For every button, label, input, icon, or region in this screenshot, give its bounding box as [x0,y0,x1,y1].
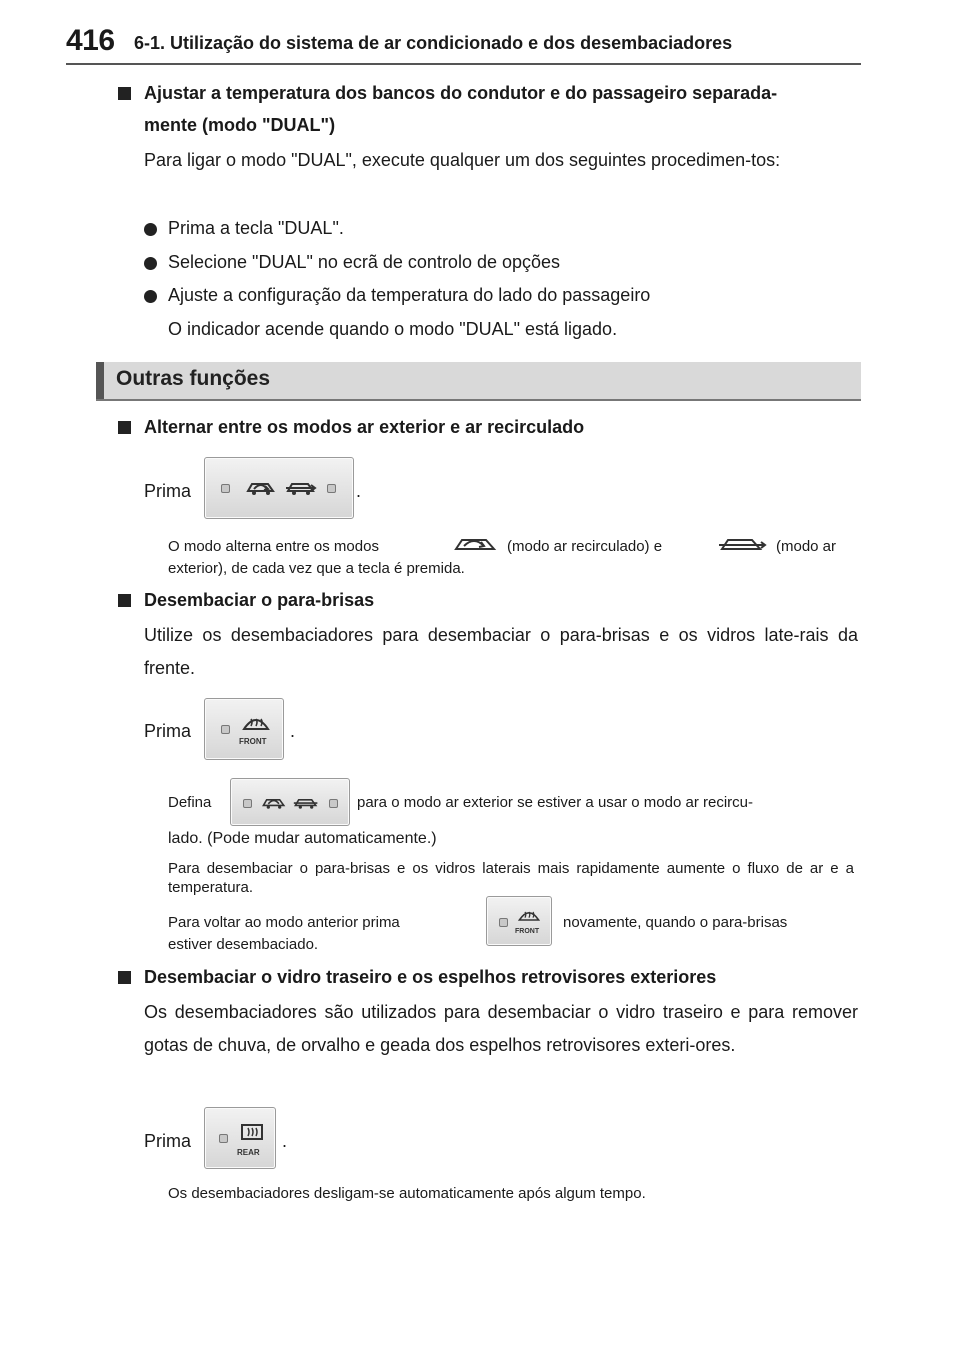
defina-rest: para o modo ar exterior se estiver a usar o modo ar recircu- [357,794,753,811]
dual-intro: Para ligar o modo "DUAL", execute qualquer um dos seguintes procedimen-tos: [144,150,781,170]
front-defroster-button [486,896,552,946]
car-recirculate-icon [245,476,277,500]
air-intake-button [204,457,354,519]
indicator-led-icon [219,1134,228,1143]
recirc-block [118,412,858,582]
recirc-note-b: (modo ar recirculado) e [507,538,663,555]
dual-bullet-3: Ajuste a configuração da temperatura do lado do passageiro [168,285,651,305]
page-header [66,22,866,66]
chapter-title: 6-1. Utilização do sistema de ar condicionado e dos desembaciadores [134,33,733,53]
car-recirculate-icon [261,793,287,813]
recirc-note-a: O modo alterna entre os modos [168,538,379,555]
indicator-led-icon [327,484,336,493]
defina-line2: lado. (Pode mudar automaticamente.) [168,830,437,847]
dual-bullet-1: Prima a tecla "DUAL". [168,218,344,238]
section-title: Outras funções [116,367,271,390]
rear-window-defrost-icon [239,1122,265,1144]
voltar-a: Para voltar ao modo anterior prima [168,914,400,931]
heading-square-icon [118,421,131,434]
recirc-note-d: exterior), de cada vez que a tecla é premida. [168,560,465,577]
indicator-led-icon [221,484,230,493]
car-outside-air-icon [293,793,319,813]
windshield-heading: Desembaciar o para-brisas [144,590,375,610]
voltar-c: estiver desembaciado. [168,936,319,953]
section-accent [96,362,104,400]
rear-button-label: REAR [237,1148,260,1157]
rear-heading: Desembaciar o vidro traseiro e os espelhos retrovisores exteriores [144,967,717,987]
air-intake-button [230,778,350,826]
section-header [96,362,861,400]
heading-square-icon [118,594,131,607]
bullet-icon [144,290,157,303]
dual-heading-line2: mente (modo "DUAL") [144,115,336,135]
rear-note: Os desembaciadores desligam-se automaticamente após algum tempo. [168,1185,646,1202]
windshield-block [118,585,858,960]
recirc-note-c: (modo ar [776,538,837,555]
indicator-led-icon [329,799,338,808]
rear-period: . [282,1131,288,1151]
heading-square-icon [118,971,131,984]
indicator-led-icon [499,918,508,927]
defina-label: Defina [168,794,212,811]
recirculated-air-icon [452,532,500,558]
outside-air-icon [718,532,768,558]
bullet-icon [144,257,157,270]
rear-defroster-button [204,1107,276,1169]
rear-prima: Prima [144,1131,192,1151]
dual-note: O indicador acende quando o modo "DUAL" está ligado. [168,319,618,339]
dual-heading-line1: Ajustar a temperatura dos bancos do condutor e do passageiro separada- [144,83,778,103]
dual-bullet-2: Selecione "DUAL" no ecrã de controlo de opções [168,252,561,272]
bullet-icon [144,223,157,236]
windshield-defrost-icon [241,713,271,735]
indicator-led-icon [221,725,230,734]
indicator-led-icon [243,799,252,808]
front-button-label: FRONT [239,737,267,746]
windshield-prima: Prima [144,721,192,741]
recirc-prima: Prima [144,481,192,501]
car-outside-air-icon [285,476,317,500]
windshield-intro: Utilize os desembaciadores para desembaciar o para-brisas e os vidros late-rais da frente. [144,625,858,678]
section-divider [96,399,861,401]
rear-defroster-block [118,962,858,1212]
heading-square-icon [118,87,131,100]
windshield-period: . [290,721,296,741]
header-divider [66,63,861,65]
defrost-tip: Para desembaciar o para-brisas e os vidros laterais mais rapidamente aumente o fluxo de ar e a temperatura. [168,860,854,896]
windshield-defrost-icon [517,907,541,925]
front-button-label: FRONT [515,928,540,935]
page-number: 416 [66,24,115,57]
recirc-period: . [356,481,362,501]
front-defroster-button [204,698,284,760]
rear-intro: Os desembaciadores são utilizados para desembaciar o vidro traseiro e para remover gotas de chuva, de orvalho e geada dos espelhos retrovisores exteri-ores. [144,1002,858,1055]
recirc-heading: Alternar entre os modos ar exterior e ar recirculado [144,417,585,437]
voltar-b: novamente, quando o para-brisas [563,914,788,931]
